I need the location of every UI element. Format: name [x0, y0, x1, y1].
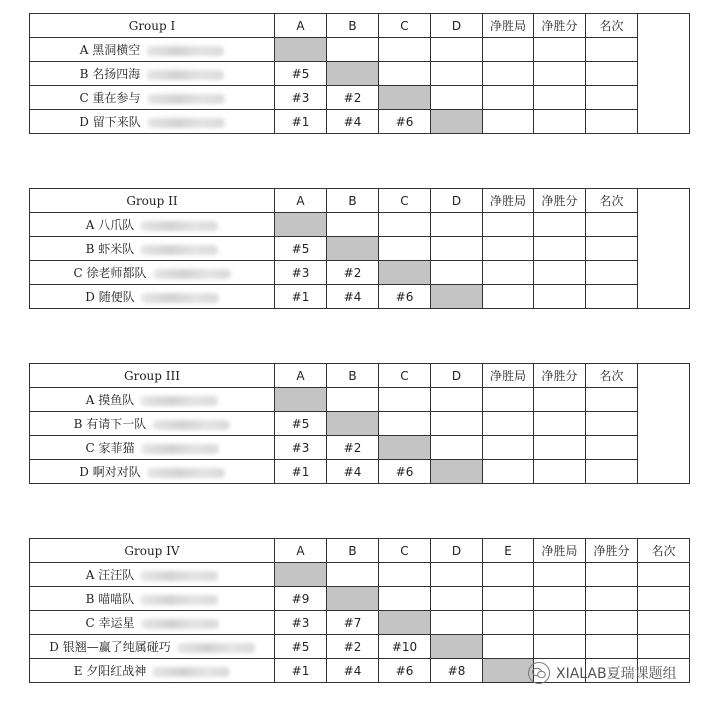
team-cell	[30, 261, 275, 285]
match-cell: #7	[327, 611, 379, 635]
team-cell	[30, 62, 275, 86]
match-cell	[431, 611, 483, 635]
col-header-net-points: 净胜分	[534, 189, 586, 213]
col-header-a: A	[275, 189, 327, 213]
match-cell: #6	[379, 460, 431, 484]
team-name: A 汪汪队	[85, 568, 135, 582]
team-cell	[30, 237, 275, 261]
team-name: D 啊对对队	[79, 465, 141, 479]
group-title: Group II	[30, 189, 275, 213]
rank-cell	[586, 38, 638, 62]
match-cell	[327, 213, 379, 237]
match-cell: #4	[327, 659, 379, 683]
net-points-cell	[534, 285, 586, 309]
team-name: B 名扬四海	[79, 67, 141, 81]
redacted-members	[140, 396, 218, 406]
net-points-cell	[586, 635, 638, 659]
team-cell	[30, 563, 275, 587]
net-games-cell	[483, 460, 534, 484]
match-cell	[483, 563, 534, 587]
match-cell	[379, 412, 431, 436]
match-cell: #3	[275, 611, 327, 635]
match-cell	[431, 412, 483, 436]
col-header-rank: 名次	[586, 189, 638, 213]
team-name: B 喵喵队	[85, 592, 135, 606]
wechat-icon	[528, 662, 550, 684]
match-cell: #2	[327, 635, 379, 659]
match-cell: #6	[379, 110, 431, 134]
match-cell: #8	[431, 659, 483, 683]
redacted-members	[152, 420, 230, 430]
rank-cell	[586, 261, 638, 285]
team-name: C 徐老师都队	[73, 266, 147, 280]
match-cell: #4	[327, 285, 379, 309]
col-header-d: D	[431, 539, 483, 563]
col-header-net-games: 净胜局	[483, 189, 534, 213]
match-cell	[431, 563, 483, 587]
redacted-members	[140, 571, 218, 581]
net-points-cell	[534, 412, 586, 436]
rank-cell	[586, 213, 638, 237]
team-cell	[30, 38, 275, 62]
rank-cell	[586, 110, 638, 134]
match-cell	[431, 587, 483, 611]
rank-cell	[638, 563, 690, 587]
self-cell	[431, 285, 483, 309]
col-header-b: B	[327, 364, 379, 388]
match-cell	[431, 436, 483, 460]
rank-cell	[586, 237, 638, 261]
net-points-cell	[534, 38, 586, 62]
team-cell	[30, 388, 275, 412]
match-cell: #4	[327, 460, 379, 484]
self-cell	[431, 460, 483, 484]
match-cell	[379, 587, 431, 611]
col-header-a: A	[275, 14, 327, 38]
rank-cell	[586, 388, 638, 412]
wechat-glyph	[532, 667, 546, 679]
match-cell: #10	[379, 635, 431, 659]
self-cell	[275, 388, 327, 412]
redacted-members	[140, 221, 218, 231]
self-cell	[431, 110, 483, 134]
net-games-cell	[483, 436, 534, 460]
net-games-cell	[534, 563, 586, 587]
team-name: E 夕阳红战神	[73, 664, 147, 678]
match-cell: #9	[275, 587, 327, 611]
group-table-3	[29, 363, 690, 484]
match-cell: #5	[275, 635, 327, 659]
match-cell: #1	[275, 659, 327, 683]
col-header-e: E	[483, 539, 534, 563]
net-games-cell	[534, 611, 586, 635]
group-title: Group IV	[30, 539, 275, 563]
match-cell	[431, 261, 483, 285]
redacted-members	[147, 94, 225, 104]
team-cell	[30, 436, 275, 460]
net-games-cell	[483, 86, 534, 110]
match-cell	[431, 62, 483, 86]
net-games-cell	[483, 261, 534, 285]
col-header-d: D	[431, 364, 483, 388]
col-header-net-points: 净胜分	[534, 364, 586, 388]
match-cell	[483, 635, 534, 659]
redacted-members	[141, 293, 219, 303]
col-header-net-games: 净胜局	[483, 14, 534, 38]
net-points-cell	[534, 237, 586, 261]
group-table-1	[29, 13, 690, 134]
net-games-cell	[483, 237, 534, 261]
self-cell	[327, 62, 379, 86]
net-games-cell	[534, 635, 586, 659]
team-name: B 有请下一队	[73, 417, 147, 431]
match-cell: #3	[275, 436, 327, 460]
self-cell	[483, 659, 534, 683]
col-header-rank: 名次	[586, 14, 638, 38]
col-header-net-games: 净胜局	[534, 539, 586, 563]
match-cell	[379, 213, 431, 237]
self-cell	[431, 635, 483, 659]
rank-cell	[638, 611, 690, 635]
col-header-net-games: 净胜局	[483, 364, 534, 388]
blank-column	[638, 14, 690, 134]
match-cell: #1	[275, 110, 327, 134]
redacted-members	[153, 269, 231, 279]
match-cell: #2	[327, 436, 379, 460]
rank-cell	[586, 436, 638, 460]
net-points-cell	[534, 388, 586, 412]
net-games-cell	[483, 110, 534, 134]
group-title: Group I	[30, 14, 275, 38]
col-header-d: D	[431, 14, 483, 38]
col-header-a: A	[275, 539, 327, 563]
match-cell	[431, 213, 483, 237]
blank-column	[638, 364, 690, 484]
net-games-cell	[483, 62, 534, 86]
self-cell	[379, 261, 431, 285]
redacted-members	[152, 667, 230, 677]
net-games-cell	[534, 587, 586, 611]
team-name: A 摸鱼队	[85, 393, 135, 407]
team-cell	[30, 110, 275, 134]
redacted-members	[141, 619, 219, 629]
redacted-members	[147, 118, 225, 128]
team-name: D 随便队	[85, 290, 135, 304]
col-header-c: C	[379, 14, 431, 38]
watermark	[528, 660, 677, 686]
match-cell	[327, 38, 379, 62]
match-cell: #1	[275, 460, 327, 484]
match-cell	[379, 388, 431, 412]
net-points-cell	[534, 460, 586, 484]
col-header-c: C	[379, 364, 431, 388]
team-cell	[30, 412, 275, 436]
net-points-cell	[534, 213, 586, 237]
self-cell	[379, 611, 431, 635]
col-header-rank: 名次	[586, 364, 638, 388]
col-header-b: B	[327, 189, 379, 213]
rank-cell	[638, 635, 690, 659]
net-points-cell	[586, 611, 638, 635]
team-cell	[30, 460, 275, 484]
col-header-a: A	[275, 364, 327, 388]
col-header-d: D	[431, 189, 483, 213]
rank-cell	[586, 412, 638, 436]
rank-cell	[586, 285, 638, 309]
match-cell	[379, 62, 431, 86]
watermark-text: XIALAB夏瑞课题组	[556, 666, 677, 682]
match-cell	[379, 563, 431, 587]
match-cell	[483, 611, 534, 635]
team-cell	[30, 213, 275, 237]
match-cell: #1	[275, 285, 327, 309]
col-header-b: B	[327, 539, 379, 563]
match-cell	[431, 388, 483, 412]
match-cell	[483, 587, 534, 611]
self-cell	[327, 412, 379, 436]
net-points-cell	[534, 110, 586, 134]
net-points-cell	[534, 436, 586, 460]
team-name: D 银翘—赢了纯属碰巧	[49, 640, 171, 654]
match-cell: #3	[275, 261, 327, 285]
col-header-net-points: 净胜分	[586, 539, 638, 563]
redacted-members	[177, 643, 255, 653]
group-table-2	[29, 188, 690, 309]
col-header-c: C	[379, 539, 431, 563]
match-cell: #5	[275, 412, 327, 436]
match-cell	[327, 388, 379, 412]
redacted-members	[140, 245, 218, 255]
redacted-members	[140, 595, 218, 605]
net-points-cell	[586, 587, 638, 611]
match-cell: #2	[327, 261, 379, 285]
match-cell	[379, 237, 431, 261]
team-name: C 重在参与	[79, 91, 141, 105]
team-cell	[30, 635, 275, 659]
net-games-cell	[483, 38, 534, 62]
team-name: A 黑洞横空	[79, 43, 141, 57]
net-points-cell	[534, 261, 586, 285]
team-cell	[30, 611, 275, 635]
blank-column	[638, 189, 690, 309]
match-cell	[431, 237, 483, 261]
redacted-members	[141, 444, 219, 454]
match-cell	[327, 563, 379, 587]
self-cell	[379, 436, 431, 460]
team-cell	[30, 86, 275, 110]
net-games-cell	[483, 213, 534, 237]
match-cell: #4	[327, 110, 379, 134]
match-cell: #5	[275, 62, 327, 86]
team-name: A 八爪队	[85, 218, 135, 232]
self-cell	[275, 213, 327, 237]
match-cell	[379, 38, 431, 62]
team-cell	[30, 587, 275, 611]
self-cell	[275, 563, 327, 587]
net-points-cell	[586, 563, 638, 587]
rank-cell	[586, 460, 638, 484]
team-cell	[30, 659, 275, 683]
rank-cell	[586, 86, 638, 110]
self-cell	[275, 38, 327, 62]
redacted-members	[147, 468, 225, 478]
net-points-cell	[534, 86, 586, 110]
match-cell	[431, 38, 483, 62]
match-cell	[431, 86, 483, 110]
match-cell: #5	[275, 237, 327, 261]
team-name: D 留下来队	[79, 115, 141, 129]
match-cell: #3	[275, 86, 327, 110]
team-name: C 家菲猫	[85, 441, 135, 455]
net-games-cell	[483, 412, 534, 436]
team-cell	[30, 285, 275, 309]
col-header-rank: 名次	[638, 539, 690, 563]
net-points-cell	[534, 62, 586, 86]
match-cell: #2	[327, 86, 379, 110]
col-header-b: B	[327, 14, 379, 38]
rank-cell	[638, 587, 690, 611]
net-games-cell	[483, 388, 534, 412]
redacted-members	[146, 70, 224, 80]
self-cell	[327, 237, 379, 261]
match-cell: #6	[379, 285, 431, 309]
team-name: B 虾米队	[85, 242, 135, 256]
col-header-c: C	[379, 189, 431, 213]
team-name: C 幸运星	[85, 616, 135, 630]
self-cell	[327, 587, 379, 611]
redacted-members	[146, 46, 224, 56]
rank-cell	[586, 62, 638, 86]
col-header-net-points: 净胜分	[534, 14, 586, 38]
self-cell	[379, 86, 431, 110]
match-cell: #6	[379, 659, 431, 683]
net-games-cell	[483, 285, 534, 309]
group-title: Group III	[30, 364, 275, 388]
